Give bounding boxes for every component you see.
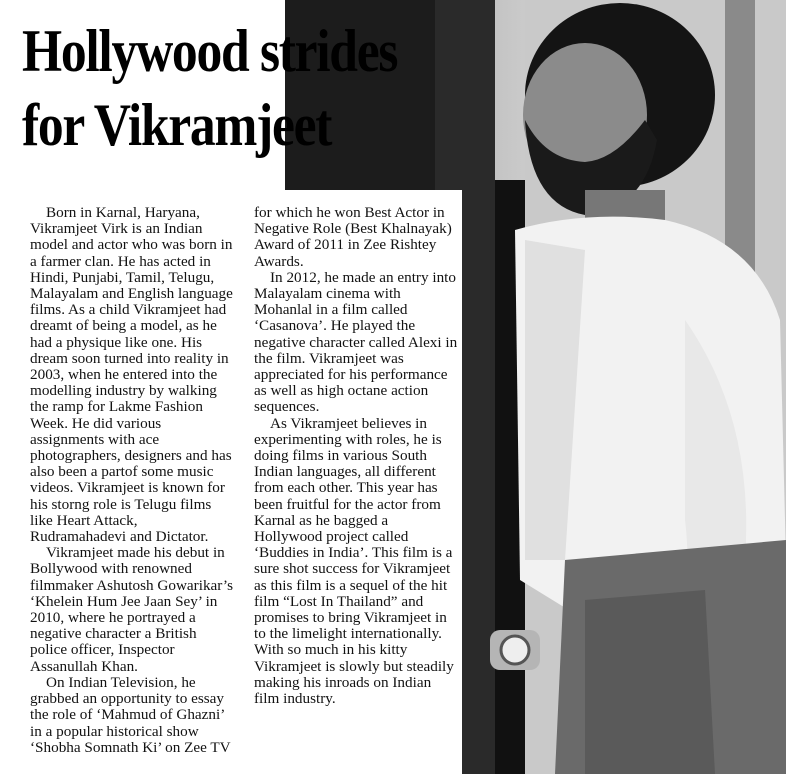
headline-line-1: Hollywood strides [22, 18, 398, 84]
article-paragraph: On Indian Television, he grabbed an opportunity to essay the role of ‘Mahmud of Ghazni’ in a popular historical show ‘Shobha Somnath Ki’ on Zee TV for which he won Best Actor in Negative Role (Best Khalnayak) Award of 2011 in Zee Rishtey Awards. [30, 204, 452, 756]
article-paragraph: Born in Karnal, Haryana, Vikramjeet Virk is an Indian model and actor who was born in a farmer clan. He has acted in Hindi, Punjabi, Tamil, Telugu, Malayalam and English language films. As a child Vikramjeet had dreamt of being a model, as he had a physique like one. His dream soon turned into reality in 2003, when he entered into the modelling industry by walking the ramp for Lakme Fashion Week. He did various assignments with ace photographers, designers and has also been a partof some music videos. Vikramjeet is known for his storng role is Telugu films like Heart Attack, Rudramahadevi and Dictator. [30, 204, 233, 546]
headline [22, 14, 418, 162]
article-paragraph: In 2012, he made an entry into Malayalam cinema with Mohanlal in a film called ‘Casanova’. He played the negative character called Alexi in the film. Vikramjeet was appreciated for his performance as well as high octane action sequences. [254, 268, 458, 416]
headline-line-2: for Vikramjeet [22, 92, 332, 158]
article-body [30, 205, 460, 765]
article-paragraph: Vikramjeet made his debut in Bollywood with renowned filmmaker Ashutosh Gowarikar’s ‘Khelein Hum Jee Jaan Sey’ in 2010, where he portrayed a negative character a British police officer, Inspector Assanullah Khan. [30, 544, 234, 675]
article-paragraph: As Vikramjeet believes in experimenting with roles, he is doing films in various South Indian languages, all different from each other. This year has been fruitful for the actor from Karnal as he bagged a Hollywood project called ‘Buddies in India’. This film is a sure shot success for Vikramjeet as this film is a sequel of the hit film “Lost In Thailand” and promises to bring Vikramjeet in to the limelight internationally. With so much in his kitty Vikramjeet is slowly but steadily making his inroads on Indian film industry. [254, 414, 454, 708]
